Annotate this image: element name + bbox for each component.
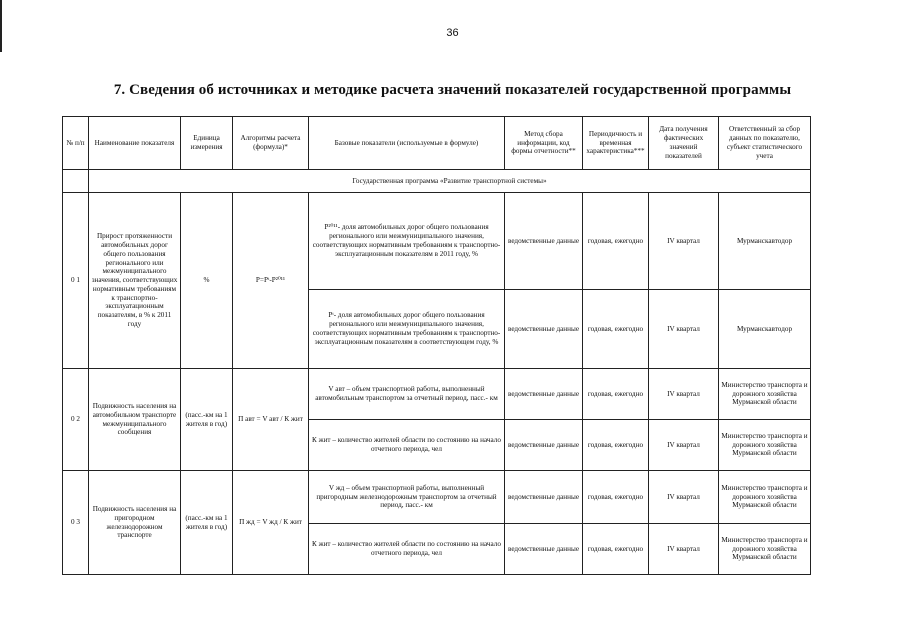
periodicity: годовая, ежегодно bbox=[583, 471, 649, 524]
responsible: Министерство транспорта и дорожного хозяйства Мурманской области bbox=[719, 524, 811, 575]
program-row-label: Государственная программа «Развитие транспортной системы» bbox=[89, 170, 811, 193]
periodicity: годовая, ежегодно bbox=[583, 193, 649, 290]
header-period: Периодичность и временная характеристика*** bbox=[583, 117, 649, 170]
date-received: IV квартал bbox=[649, 420, 719, 471]
responsible: Мурманскавтодор bbox=[719, 193, 811, 290]
date-received: IV квартал bbox=[649, 369, 719, 420]
program-row bbox=[63, 170, 811, 193]
collection-method: ведомственные данные bbox=[505, 420, 583, 471]
base-indicator: Pᵗ- доля автомобильных дорог общего пользования регионального или межмуниципального значения, соответствующих нормативным требованиям к транспортно-эксплуатационным показателям в соответствующем году, % bbox=[309, 290, 505, 369]
page-number: 36 bbox=[446, 27, 459, 39]
collection-method: ведомственные данные bbox=[505, 369, 583, 420]
unit: (пасс.-км на 1 жителя в год) bbox=[181, 369, 233, 471]
table-row bbox=[63, 471, 811, 524]
header-unit: Единица измерения bbox=[181, 117, 233, 170]
header-row bbox=[63, 117, 811, 170]
header-base: Базовые показатели (используемые в формуле) bbox=[309, 117, 505, 170]
indicator-name: Подвижность населения на автомобильном транспорте межмуниципального сообщения bbox=[89, 369, 181, 471]
row-num: 0 1 bbox=[63, 193, 89, 369]
date-received: IV квартал bbox=[649, 524, 719, 575]
indicators-table bbox=[62, 116, 811, 575]
header-name: Наименование показателя bbox=[89, 117, 181, 170]
row-num: 0 2 bbox=[63, 369, 89, 471]
collection-method: ведомственные данные bbox=[505, 471, 583, 524]
date-received: IV квартал bbox=[649, 471, 719, 524]
date-received: IV квартал bbox=[649, 193, 719, 290]
unit: % bbox=[181, 193, 233, 369]
header-method: Метод сбора информации, код формы отчетности** bbox=[505, 117, 583, 170]
indicator-name: Подвижность населения на пригородном железнодорожном транспорте bbox=[89, 471, 181, 575]
header-responsible: Ответственный за сбор данных по показателю, субъект статистического учета bbox=[719, 117, 811, 170]
base-indicator: К жит – количество жителей области по состоянию на начало отчетного периода, чел bbox=[309, 420, 505, 471]
row-num: 0 3 bbox=[63, 471, 89, 575]
formula: P=Pᵗ-P²⁰¹¹ bbox=[233, 193, 309, 369]
indicator-name: Прирост протяженности автомобильных дорог общего пользования регионального или межмуниципального значения, соответствующих нормативным требованиям к транспортно-эксплуатационным показателям, в % к 2011 году bbox=[89, 193, 181, 369]
page-edge-mark bbox=[0, 0, 2, 52]
collection-method: ведомственные данные bbox=[505, 193, 583, 290]
formula: П авт = V авт / К жит bbox=[233, 369, 309, 471]
base-indicator: К жит – количество жителей области по состоянию на начало отчетного периода, чел bbox=[309, 524, 505, 575]
formula: П жд = V жд / К жит bbox=[233, 471, 309, 575]
periodicity: годовая, ежегодно bbox=[583, 290, 649, 369]
periodicity: годовая, ежегодно bbox=[583, 420, 649, 471]
responsible: Министерство транспорта и дорожного хозяйства Мурманской области bbox=[719, 471, 811, 524]
program-row-blank bbox=[63, 170, 89, 193]
base-indicator: P²⁰¹¹- доля автомобильных дорог общего пользования регионального или межмуниципального значения, соответствующих нормативным требованиям к транспортно-эксплуатационным показателям в 2011 году, % bbox=[309, 193, 505, 290]
table-row bbox=[63, 193, 811, 290]
header-num: № п/п bbox=[63, 117, 89, 170]
responsible: Министерство транспорта и дорожного хозяйства Мурманской области bbox=[719, 369, 811, 420]
header-date: Дата получения фактических значений показателей bbox=[649, 117, 719, 170]
collection-method: ведомственные данные bbox=[505, 524, 583, 575]
periodicity: годовая, ежегодно bbox=[583, 524, 649, 575]
page-title: 7. Сведения об источниках и методике расчета значений показателей государственной программы bbox=[113, 82, 792, 98]
table-row bbox=[63, 369, 811, 420]
periodicity: годовая, ежегодно bbox=[583, 369, 649, 420]
base-indicator: V авт – объем транспортной работы, выполненный автомобильным транспортом за отчетный период, пасс.- км bbox=[309, 369, 505, 420]
date-received: IV квартал bbox=[649, 290, 719, 369]
header-formula: Алгоритмы расчета (формула)* bbox=[233, 117, 309, 170]
responsible: Мурманскавтодор bbox=[719, 290, 811, 369]
base-indicator: V жд – объем транспортной работы, выполненный пригородным железнодорожным транспортом за отчетный период, пасс.- км bbox=[309, 471, 505, 524]
collection-method: ведомственные данные bbox=[505, 290, 583, 369]
responsible: Министерство транспорта и дорожного хозяйства Мурманской области bbox=[719, 420, 811, 471]
unit: (пасс.-км на 1 жителя в год) bbox=[181, 471, 233, 575]
